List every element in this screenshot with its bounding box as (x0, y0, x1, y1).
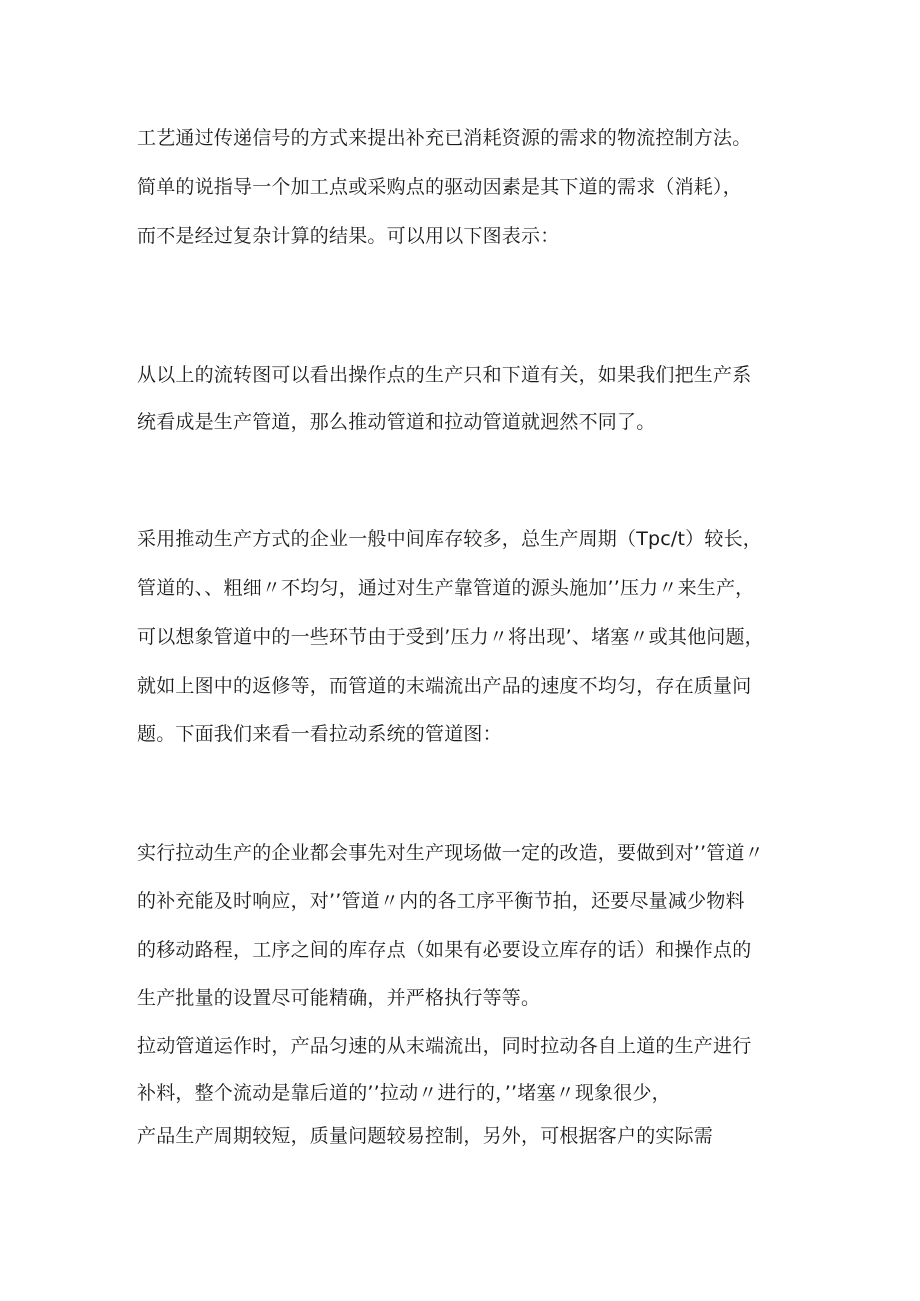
text-line: 就如上图中的返修等，而管道的末端流出产品的速度不均匀，存在质量问 (137, 675, 752, 697)
text-line: 拉动管道运作时，产品匀速的从末端流出，同时拉动各自上道的生产进行 (137, 1035, 752, 1057)
text-line: 可以想象管道中的一些环节由于受到’压力〃将出现’、堵塞〃或其他问题， (137, 626, 764, 648)
text-line: 采用推动生产方式的企业一般中间库存较多，总生产周期（Tpc∕t）较长， (137, 528, 762, 550)
text-line: 题。下面我们来看一看拉动系统的管道图： (137, 723, 502, 745)
text-line: 简单的说指导一个加工点或采购点的驱动因素是其下道的需求（消耗）， (137, 176, 742, 198)
text-line: 产品生产周期较短，质量问题较易控制，另外，可根据客户的实际需 (137, 1125, 714, 1147)
text-line: 从以上的流转图可以看出操作点的生产只和下道有关，如果我们把生产系 (137, 364, 752, 386)
text-line: 管道的、、粗细〃不均匀，通过对生产靠管道的源头施加’’压力〃来生产， (137, 577, 755, 599)
text-line: 补料，整个流动是靠后道的’’拉动〃进行的，’’堵塞〃现象很少， (137, 1082, 671, 1104)
text-line: 统看成是生产管道，那么推动管道和拉动管道就迥然不同了。 (137, 411, 656, 433)
text-line: 实行拉动生产的企业都会事先对生产现场做一定的改造，要做到对’’管道〃 (137, 842, 764, 864)
text-line: 的补充能及时响应，对’’管道〃内的各工序平衡节拍，还要尽量减少物料 (137, 890, 745, 912)
text-line: 生产批量的设置尽可能精确，并严格执行等等。 (137, 987, 541, 1009)
text-line: 工艺通过传递信号的方式来提出补充已消耗资源的需求的物流控制方法。 (137, 127, 752, 149)
text-line: 的移动路程，工序之间的库存点（如果有必要设立库存的话）和操作点的 (137, 939, 752, 961)
text-line: 而不是经过复杂计算的结果。可以用以下图表示： (137, 225, 560, 247)
